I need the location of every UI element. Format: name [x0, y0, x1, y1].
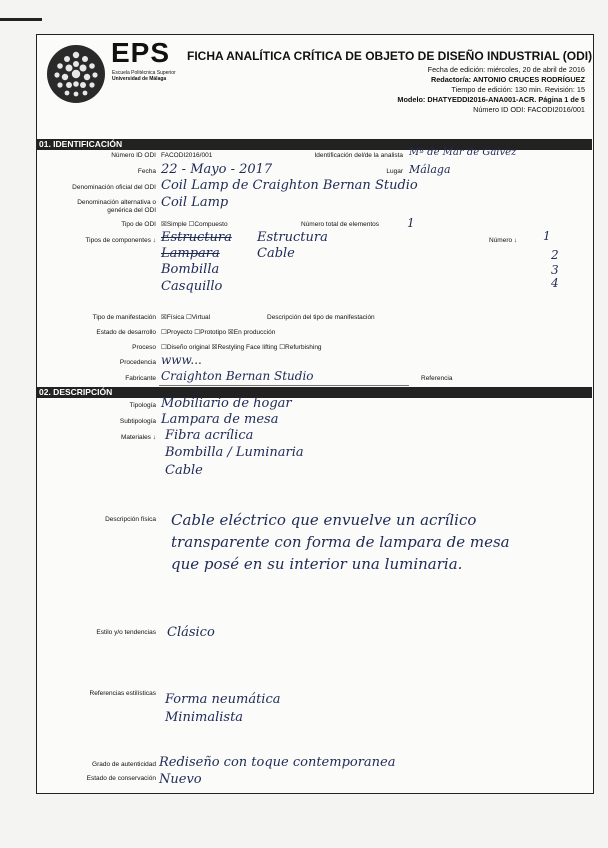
value-fabricante: Craighton Bernan Studio [161, 369, 314, 383]
label-materiales: Materiales ↓ [120, 434, 156, 441]
label-proceso: Proceso [132, 344, 156, 351]
section-descripcion: 02. DESCRIPCIÓN [37, 387, 592, 398]
value-num-total: 1 [407, 216, 415, 230]
struck-component-2: Lampara [161, 246, 220, 261]
material-1: Fibra acrílica [165, 428, 254, 443]
label-desc-manifestacion: Descripción del tipo de manifestación [267, 314, 375, 321]
referencia-estilistica-2: Minimalista [165, 710, 244, 725]
value-tipo-odi: ☒Simple ☐Compuesto [161, 221, 228, 228]
school-name: Escuela Politécnica Superior [112, 70, 176, 76]
label-grado-autenticidad: Grado de autenticidad [92, 761, 156, 768]
value-estado-conservacion: Nuevo [159, 772, 202, 787]
scan-mark [0, 18, 42, 21]
component-4-name: Casquillo [161, 279, 223, 294]
label-tipo-odi: Tipo de ODI [121, 221, 156, 228]
label-descripcion-fisica: Descripción física [105, 516, 156, 523]
eps-wordmark: EPS [111, 37, 171, 68]
value-subtipologia: Lampara de mesa [161, 412, 279, 427]
value-tipologia: Mobiliario de hogar [161, 396, 292, 411]
label-num-total: Número total de elementos [301, 221, 380, 228]
label-estado-desarrollo: Estado de desarrollo [96, 329, 156, 336]
label-lugar: Lugar [386, 168, 403, 175]
meta-editor: Redactor/a: ANTONIO CRUCES RODRÍGUEZ [430, 75, 585, 84]
label-estilo: Estilo y/o tendencias [96, 629, 156, 636]
descripcion-fisica-line-1: Cable eléctrico que envuelve un acrílico [171, 511, 477, 529]
label-numero-col: Número ↓ [489, 237, 518, 244]
value-analista: Mª de Mar de Galvez [409, 147, 517, 158]
value-procedencia: www... [161, 353, 202, 367]
label-subtipologia: Subtipología [119, 418, 156, 425]
label-manifestacion: Tipo de manifestación [92, 314, 156, 321]
value-numero-id: FACODI2016/001 [161, 152, 213, 159]
value-proceso: ☐Diseño original ☒Restyling Face lifting ☐Refurbishing [161, 344, 322, 351]
label-procedencia: Procedencia [119, 359, 156, 366]
label-analista: Identificación del/de la analista [314, 152, 403, 159]
document-meta [397, 65, 585, 115]
label-referencias-estilisticas: Referencias estilísticas [89, 690, 156, 697]
meta-edit-time: Tiempo de edición: 130 min. Revisión: 15 [451, 85, 585, 94]
eps-subtitle [112, 70, 176, 82]
component-2-num: 2 [551, 248, 559, 262]
label-denominacion-alt-2: genérica del ODI [107, 207, 156, 214]
descripcion-fisica-line-2: transparente con forma de lampara de mesa [171, 533, 510, 551]
label-fabricante: Fabricante [125, 375, 156, 382]
value-denominacion-alt: Coil Lamp [161, 195, 229, 210]
label-tipos-componentes: Tipos de componentes ↓ [85, 237, 156, 244]
component-3-name: Bombilla [161, 262, 220, 277]
descripcion-fisica-line-3: que posé en su interior una luminaria. [171, 555, 463, 573]
meta-id: Número ID ODI: FACODI2016/001 [473, 105, 585, 114]
value-manifestacion: ☒Física ☐Virtual [161, 314, 211, 321]
component-3-num: 3 [551, 263, 559, 277]
meta-edition-date: Fecha de edición: miércoles, 20 de abril de 2016 [427, 65, 585, 74]
label-tipologia: Tipología [129, 402, 156, 409]
fabricante-underline [159, 385, 409, 386]
university-name: Universidad de Málaga [112, 76, 167, 82]
document-title: FICHA ANALÍTICA CRÍTICA DE OBJETO DE DISEÑO INDUSTRIAL (ODI) [187, 49, 593, 63]
component-1-name: Estructura [257, 230, 328, 245]
document-sheet [36, 34, 594, 794]
label-numero-id: Número ID ODI [111, 152, 156, 159]
component-2-name: Cable [257, 246, 295, 261]
value-fecha: 22 - Mayo - 2017 [161, 162, 273, 177]
component-4-num: 4 [551, 276, 559, 290]
section-identificacion: 01. IDENTIFICACIÓN [37, 139, 592, 150]
label-fecha: Fecha [137, 168, 156, 175]
value-grado-autenticidad: Rediseño con toque contemporanea [159, 755, 396, 770]
label-referencia: Referencia [421, 375, 453, 382]
material-3: Cable [165, 463, 203, 478]
label-denominacion-alt-1: Denominación alternativa o [77, 199, 156, 206]
component-1-num: 1 [543, 229, 551, 243]
value-estado-desarrollo: ☐Proyecto ☐Prototipo ☒En producción [161, 329, 276, 336]
label-denominacion: Denominación oficial del ODI [72, 184, 156, 191]
material-2: Bombilla / Luminaria [165, 445, 304, 460]
value-estilo: Clásico [167, 625, 215, 640]
meta-model: Modelo: DHATYEDDI2016-ANA001-ACR. Página 1 de 5 [397, 95, 585, 104]
struck-component-1: Estructura [161, 230, 232, 245]
label-estado-conservacion: Estado de conservación [86, 775, 156, 782]
value-denominacion: Coil Lamp de Craighton Bernan Studio [161, 178, 418, 193]
eps-logo-icon [45, 43, 107, 105]
referencia-estilistica-1: Forma neumática [165, 692, 281, 707]
value-lugar: Málaga [409, 163, 451, 176]
